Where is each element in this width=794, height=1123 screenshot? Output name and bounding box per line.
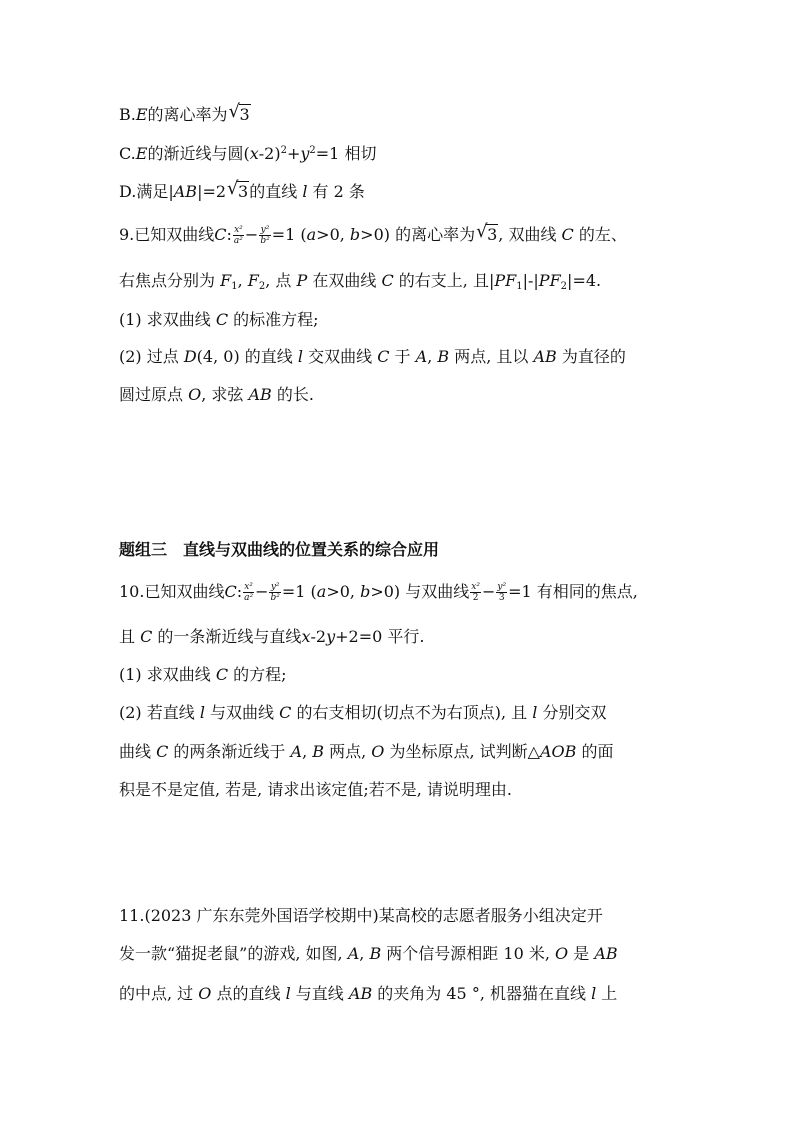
- colon: :: [226, 225, 232, 244]
- q9-text: ,: [427, 347, 438, 366]
- q10-text: 两点,: [324, 742, 372, 761]
- q10-text: (1) 求双曲线: [119, 665, 216, 684]
- var-l: l: [199, 703, 205, 722]
- q10-text: 曲线: [119, 742, 157, 761]
- q11-text: 的中点, 过: [119, 984, 199, 1003]
- var-a: A: [290, 742, 303, 761]
- q9-part2-line2: [119, 384, 314, 406]
- q9-text: 的右支上, 且|: [393, 271, 495, 290]
- q9-text: (1) 求双曲线: [119, 310, 216, 329]
- var-c: C: [140, 627, 153, 646]
- var-b: b: [349, 225, 361, 244]
- q11-text: 是: [568, 944, 595, 963]
- frac-den: b²: [270, 593, 280, 603]
- q9-text: 的长.: [271, 385, 314, 404]
- sqrt-3: √ 3: [476, 221, 498, 244]
- section-heading: 题组三 直线与双曲线的位置关系的综合应用: [119, 540, 440, 559]
- sqrt-value: 3: [238, 182, 249, 201]
- q11-line1: [119, 905, 603, 927]
- q11-line2: [119, 943, 618, 965]
- q10-text: 的两条渐近线于: [168, 742, 291, 761]
- q11-text: 点的直线: [211, 984, 286, 1003]
- q10-text: >0) 与双曲线: [370, 582, 470, 601]
- comma: ,: [237, 271, 248, 290]
- q11-text: 的夹角为 45 °, 机器猫在直线: [372, 984, 592, 1003]
- q11-text: 上: [596, 984, 618, 1003]
- q10-text: 10.已知双曲线: [119, 582, 225, 601]
- var-y: y: [300, 144, 310, 163]
- exponent: 2: [280, 145, 287, 156]
- q9-text: (2) 过点: [119, 347, 184, 366]
- var-a: A: [415, 347, 428, 366]
- q9-text: 为直径的: [556, 347, 626, 366]
- q10-text: (2) 若直线: [119, 703, 200, 722]
- q9-text: 9.已知双曲线: [119, 225, 215, 244]
- q9-text: 右焦点分别为: [119, 271, 221, 290]
- var-c: C: [215, 665, 229, 684]
- var-c: C: [279, 703, 292, 722]
- var-o: O: [371, 742, 385, 761]
- q10-text: 的面: [576, 742, 614, 761]
- option-text: -2): [258, 144, 281, 163]
- var-l: l: [532, 703, 538, 722]
- var-ab: AB: [348, 984, 373, 1003]
- q11-text: 与直线: [290, 984, 349, 1003]
- frac-num: x²: [234, 225, 243, 235]
- q10-text: 的方程;: [228, 665, 287, 684]
- option-b: [119, 101, 251, 126]
- sqrt-3: √ 3: [227, 178, 249, 201]
- frac-den: b²: [260, 236, 270, 246]
- q9-text: 的左、: [573, 225, 627, 244]
- fraction: [269, 582, 280, 603]
- var-c: C: [561, 225, 574, 244]
- var-b: B: [312, 742, 325, 761]
- fraction: [496, 582, 507, 603]
- q9-text: >0) 的离心率为: [360, 225, 476, 244]
- var-e: E: [135, 105, 148, 124]
- colon: :: [236, 582, 243, 601]
- q9-text: >0,: [316, 225, 350, 244]
- subscript: 2: [560, 281, 568, 292]
- option-label: B.: [119, 105, 136, 124]
- var-a: a: [306, 225, 317, 244]
- var-p: P: [296, 271, 308, 290]
- var-f: F: [247, 271, 259, 290]
- var-pf: PF: [538, 271, 561, 290]
- var-b: B: [369, 944, 382, 963]
- q10-text: >0,: [326, 582, 361, 601]
- comma: ,: [359, 944, 370, 963]
- q9-text: =1 (: [271, 225, 307, 244]
- q10-part2-line2: [119, 741, 614, 763]
- q11-line3: [119, 983, 617, 1005]
- q9-text: |-|: [522, 271, 539, 290]
- q10-text: -2: [310, 627, 327, 646]
- fraction: [259, 225, 270, 246]
- var-a: a: [316, 582, 327, 601]
- var-b: b: [360, 582, 371, 601]
- subscript: 1: [231, 281, 238, 292]
- q9-text: 圆过原点: [119, 385, 189, 404]
- var-c: C: [215, 310, 229, 329]
- q9-text: 的标准方程;: [228, 310, 319, 329]
- q9-text: , 求弦: [201, 385, 249, 404]
- minus: −: [481, 582, 496, 601]
- var-e: E: [135, 144, 148, 163]
- var-x: x: [249, 144, 259, 163]
- option-text: 的离心率为: [147, 105, 228, 124]
- q10-text: 的右支相切(切点不为右顶点), 且: [291, 703, 533, 722]
- comma: ,: [302, 742, 313, 761]
- var-c: C: [156, 742, 169, 761]
- var-c: C: [377, 347, 390, 366]
- var-o: O: [198, 984, 212, 1003]
- var-c: C: [224, 582, 237, 601]
- sqrt-value: 3: [239, 105, 250, 124]
- q10-part2-line3: [119, 779, 512, 801]
- fraction: [233, 225, 244, 246]
- var-o: O: [555, 944, 569, 963]
- q9-text: (4, 0) 的直线: [196, 347, 298, 366]
- sqrt-value: 3: [487, 225, 498, 244]
- fraction: [470, 582, 481, 603]
- option-text: 的渐近线与圆(: [147, 144, 250, 163]
- option-c: [119, 143, 376, 165]
- var-l: l: [302, 182, 308, 201]
- var-d: D: [183, 347, 197, 366]
- minus: −: [255, 582, 269, 601]
- sqrt-3: √ 3: [228, 101, 250, 124]
- var-y: y: [326, 627, 336, 646]
- q11-text: 发一款“猫捉老鼠”的游戏, 如图,: [119, 944, 348, 963]
- q9-part1: [119, 309, 319, 331]
- var-l: l: [591, 984, 597, 1003]
- frac-den: 2: [472, 593, 479, 603]
- var-l: l: [297, 347, 303, 366]
- q9-line1: [119, 221, 627, 246]
- option-text: 有 2 条: [307, 182, 365, 201]
- q9-line2: [119, 270, 601, 292]
- q10-text: 的一条渐近线与直线: [152, 627, 302, 646]
- q9-text: , 双曲线: [498, 225, 562, 244]
- q9-text: 两点, 且以: [449, 347, 534, 366]
- frac-den: 3: [498, 593, 505, 603]
- q10-text: 分别交双: [537, 703, 607, 722]
- var-f: F: [220, 271, 232, 290]
- q10-part1: [119, 664, 287, 686]
- q10-line1: [119, 581, 638, 603]
- var-o: O: [188, 385, 202, 404]
- option-text: =1 相切: [315, 144, 377, 163]
- q9-text: , 点: [265, 271, 297, 290]
- var-ab: AB: [594, 944, 618, 963]
- q10-text: 积是不是定值, 若是, 请求出该定值;若不是, 请说明理由.: [119, 780, 512, 799]
- var-aob: AOB: [540, 742, 577, 761]
- option-text: D.满足|: [119, 182, 174, 201]
- var-c: C: [381, 271, 394, 290]
- frac-den: a²: [233, 236, 243, 246]
- var-x: x: [301, 627, 311, 646]
- q10-text: =1 (: [281, 582, 317, 601]
- option-text: |=2: [197, 182, 227, 201]
- minus: −: [244, 225, 259, 244]
- q11-text: 两个信号源相距 10 米,: [381, 944, 556, 963]
- var-c: C: [214, 225, 227, 244]
- var-b: B: [437, 347, 450, 366]
- var-l: l: [285, 984, 291, 1003]
- q11-text: 11.(2023 广东东莞外国语学校期中)某高校的志愿者服务小组决定开: [119, 906, 603, 925]
- subscript: 2: [258, 281, 266, 292]
- q9-part2: [119, 346, 626, 368]
- var-a: A: [347, 944, 360, 963]
- frac-num: x²: [244, 582, 253, 592]
- frac-den: a²: [244, 593, 254, 603]
- q9-text: 于: [389, 347, 416, 366]
- option-label: C.: [119, 144, 136, 163]
- var-ab: AB: [248, 385, 272, 404]
- var-ab: AB: [173, 182, 198, 201]
- frac-num: y²: [260, 225, 270, 235]
- q10-text: 与双曲线: [204, 703, 280, 722]
- q9-text: 交双曲线: [303, 347, 378, 366]
- var-pf: PF: [494, 271, 517, 290]
- q10-text: =1 有相同的焦点,: [508, 582, 638, 601]
- option-d: [119, 178, 365, 203]
- q9-text: |=4.: [567, 271, 602, 290]
- q10-text: +2=0 平行.: [335, 627, 425, 646]
- q10-part2: [119, 702, 606, 724]
- option-text: 的直线: [249, 182, 303, 201]
- q10-line2: [119, 626, 424, 648]
- frac-num: y²: [270, 582, 280, 592]
- exponent: 2: [309, 145, 316, 156]
- q10-text: 且: [119, 627, 141, 646]
- fraction: [243, 582, 254, 603]
- q10-text: 为坐标原点, 试判断△: [384, 742, 540, 761]
- frac-num: y²: [497, 582, 507, 592]
- frac-num: x²: [471, 582, 480, 592]
- var-ab: AB: [533, 347, 557, 366]
- plus-sign: +: [286, 144, 301, 163]
- subscript: 1: [516, 281, 523, 292]
- q9-text: 在双曲线: [307, 271, 382, 290]
